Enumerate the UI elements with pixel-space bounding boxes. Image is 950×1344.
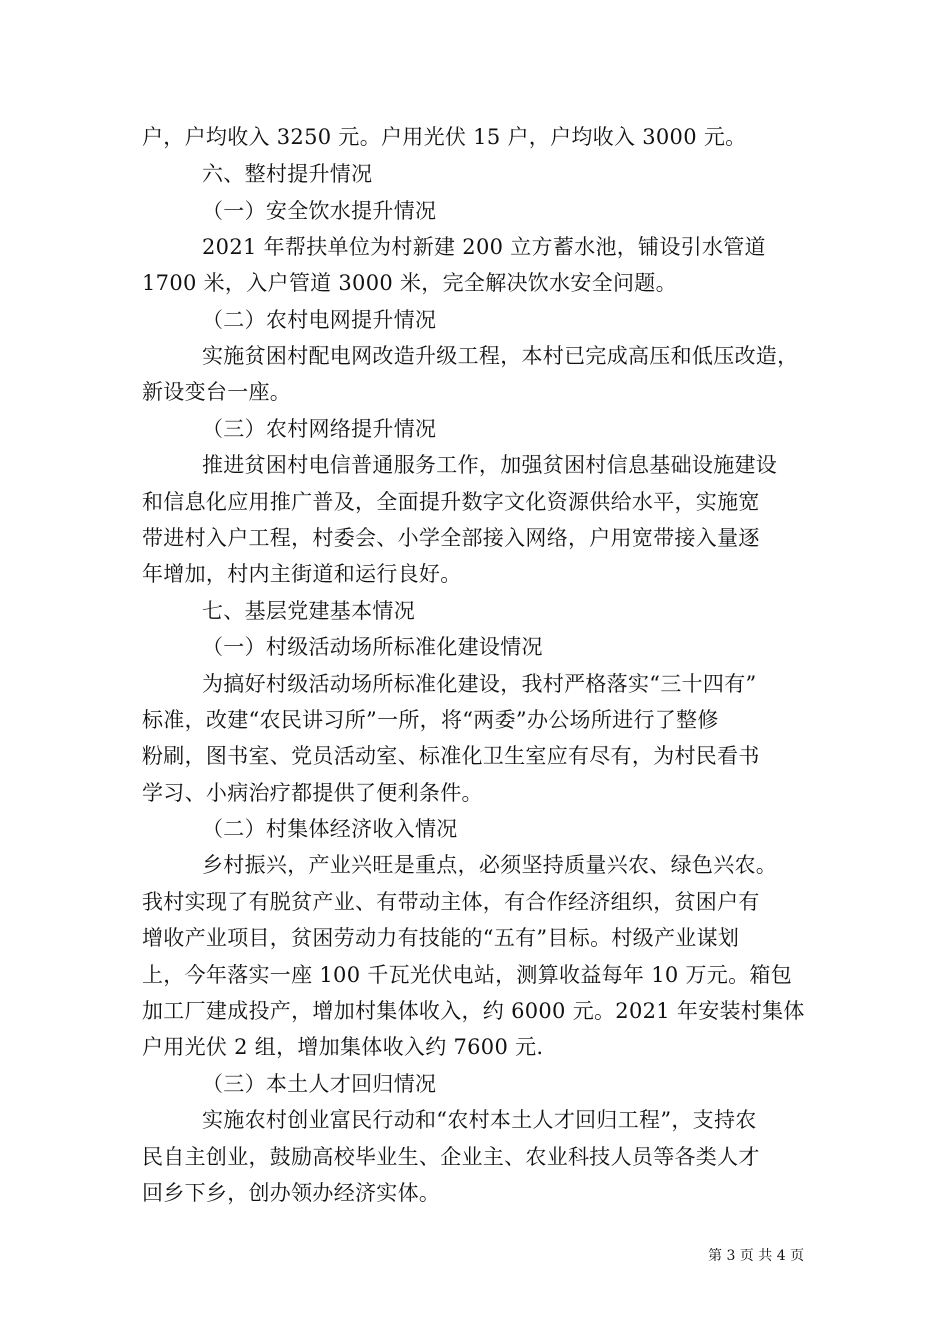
- subsection-heading: （三）农村网络提升情况: [202, 417, 437, 441]
- subsection-heading: （二）农村电网提升情况: [202, 308, 437, 332]
- paragraph-line: 粉刷，图书室、党员活动室、标准化卫生室应有尽有，为村民看书: [142, 744, 760, 768]
- paragraph-line: 户用光伏 2 组，增加集体收入约 7600 元.: [142, 1035, 544, 1059]
- paragraph-line: 新设变台一座。: [142, 380, 292, 404]
- paragraph-line: 学习、小病治疗都提供了便利条件。: [142, 781, 483, 805]
- paragraph-line: 和信息化应用推广普及，全面提升数字文化资源供给水平，实施宽: [142, 490, 760, 514]
- paragraph-line: 为搞好村级活动场所标准化建设，我村严格落实“三十四有”: [202, 672, 757, 696]
- paragraph-line: 乡村振兴，产业兴旺是重点，必须坚持质量兴农、绿色兴农。: [202, 853, 778, 877]
- paragraph-line: 带进村入户工程，村委会、小学全部接入网络，户用宽带接入量逐: [142, 526, 760, 550]
- subsection-heading: （二）村集体经济收入情况: [202, 817, 458, 841]
- paragraph-line: 1700 米，入户管道 3000 米，完全解决饮水安全问题。: [142, 271, 677, 295]
- paragraph-line: 年增加，村内主街道和运行良好。: [142, 562, 462, 586]
- paragraph-line: 2021 年帮扶单位为村新建 200 立方蓄水池，铺设引水管道: [202, 235, 766, 259]
- paragraph-line: 回乡下乡，创办领办经济实体。: [142, 1181, 441, 1205]
- subsection-heading: （一）安全饮水提升情况: [202, 199, 437, 223]
- paragraph-line: 我村实现了有脱贫产业、有带动主体，有合作经济组织，贫困户有: [142, 890, 760, 914]
- paragraph-line: 推进贫困村电信普通服务工作，加强贫困村信息基础设施建设: [202, 453, 778, 477]
- paragraph-line: 标准，改建“农民讲习所”一所，将“两委”办公场所进行了整修: [142, 708, 719, 732]
- page-number-footer: 第 3 页 共 4 页: [708, 1248, 805, 1264]
- paragraph-line: 增收产业项目，贫困劳动力有技能的“五有”目标。村级产业谋划: [142, 926, 740, 950]
- paragraph-line: 实施贫困村配电网改造升级工程，本村已完成高压和低压改造，: [202, 344, 799, 368]
- paragraph-line: 上，今年落实一座 100 千瓦光伏电站，测算收益每年 10 万元。箱包: [142, 963, 793, 987]
- paragraph-line: 实施农村创业富民行动和“农村本土人才回归工程”，支持农: [202, 1108, 757, 1132]
- subsection-heading: （三）本土人才回归情况: [202, 1072, 437, 1096]
- section-heading: 六、整村提升情况: [202, 162, 373, 186]
- section-heading: 七、基层党建基本情况: [202, 599, 415, 623]
- subsection-heading: （一）村级活动场所标准化建设情况: [202, 635, 543, 659]
- paragraph-line: 户，户均收入 3250 元。户用光伏 15 户，户均收入 3000 元。: [142, 125, 747, 149]
- paragraph-line: 加工厂建成投产，增加村集体收入，约 6000 元。2021 年安装村集体: [142, 999, 805, 1023]
- paragraph-line: 民自主创业，鼓励高校毕业生、企业主、农业科技人员等各类人才: [142, 1145, 760, 1169]
